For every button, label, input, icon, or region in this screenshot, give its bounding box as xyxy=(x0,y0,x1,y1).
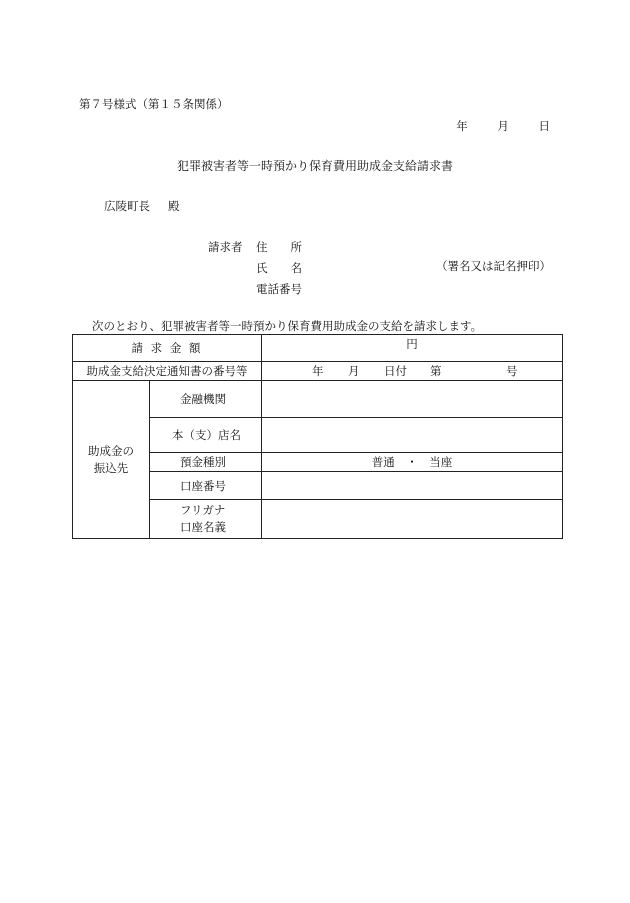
addressee-honorific: 殿 xyxy=(168,199,180,213)
notice-month: 月 xyxy=(348,364,360,378)
address-label: 住 所 xyxy=(256,240,302,254)
date-day: 日 xyxy=(538,119,550,133)
claimant-label: 請求者 xyxy=(208,240,243,254)
notice-go: 号 xyxy=(506,364,518,378)
account-name-label: 口座名義 xyxy=(180,520,226,534)
amount-label: 請 求 金 額 xyxy=(73,335,262,362)
notice-row xyxy=(73,362,563,381)
amount-field[interactable] xyxy=(262,335,563,362)
furigana-label: フリガナ xyxy=(180,503,226,517)
bank-row xyxy=(73,381,563,418)
addressee-name: 広陵町長 xyxy=(104,199,150,213)
deposit-type-label: 預金種別 xyxy=(150,453,262,472)
deposit-type-value[interactable]: 普通 ・ 当座 xyxy=(262,453,563,472)
transfer-label-2: 振込先 xyxy=(93,460,129,475)
phone-label: 電話番号 xyxy=(256,282,302,296)
amount-row xyxy=(73,335,563,362)
account-name-field[interactable] xyxy=(262,500,563,539)
notice-year: 年 xyxy=(312,364,324,378)
account-name-labels xyxy=(150,500,262,539)
addressee xyxy=(104,198,180,214)
account-number-field[interactable] xyxy=(262,472,563,500)
claim-table xyxy=(72,334,563,539)
transfer-label xyxy=(73,381,150,539)
intro-text: 次のとおり、犯罪被害者等一時預かり保育費用助成金の支給を請求します。 xyxy=(92,319,483,333)
document-title: 犯罪被害者等一時預かり保育費用助成金支給請求書 xyxy=(176,159,453,173)
notice-dai: 第 xyxy=(430,364,442,378)
bank-field[interactable] xyxy=(262,381,563,418)
date-line xyxy=(446,118,550,134)
date-month: 月 xyxy=(497,119,509,133)
notice-label: 助成金支給決定通知書の番号等 xyxy=(73,362,262,381)
transfer-label-1: 助成金の xyxy=(88,443,134,458)
name-label: 氏 名 xyxy=(256,261,302,275)
date-year: 年 xyxy=(456,119,468,133)
account-number-label: 口座番号 xyxy=(150,472,262,500)
seal-note: （署名又は記名押印） xyxy=(436,259,551,273)
form-number: 第７号様式（第１５条関係） xyxy=(79,97,229,111)
bank-label: 金融機関 xyxy=(150,381,262,418)
branch-field[interactable] xyxy=(262,418,563,453)
notice-date: 日付 xyxy=(384,364,407,378)
claimant-block xyxy=(208,237,302,300)
branch-label: 本（支）店名 xyxy=(150,418,262,453)
notice-field[interactable] xyxy=(262,362,563,381)
amount-unit: 円 xyxy=(406,337,418,351)
